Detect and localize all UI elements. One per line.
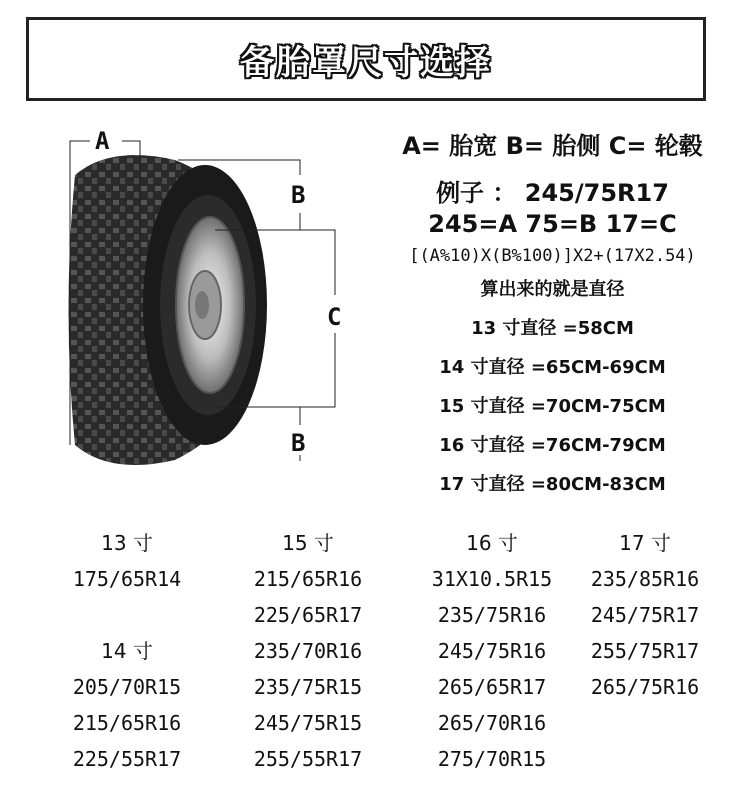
size-item-empty — [32, 597, 222, 633]
size-item: 265/65R17 — [437, 675, 547, 699]
page-title: 备胎罩尺寸选择 — [240, 42, 492, 83]
size-item: 215/65R16 — [253, 567, 363, 591]
diameter-16: 16 寸直径 =76CM-79CM — [439, 435, 666, 456]
diameter-13: 13 寸直径 =58CM — [471, 318, 634, 339]
diameter-17: 17 寸直径 =80CM-83CM — [439, 474, 666, 495]
size-item: 255/55R17 — [253, 747, 363, 771]
size-item: 235/70R16 — [253, 639, 363, 663]
size-item: 275/70R15 — [437, 747, 547, 771]
size-item: 265/75R16 — [590, 675, 700, 699]
formula-text: [(A%10)X(B%100)]X2+(17X2.54) — [409, 246, 696, 266]
title-box — [26, 17, 706, 101]
diameter-15: 15 寸直径 =70CM-75CM — [439, 396, 666, 417]
size-item: 31X10.5R15 — [431, 567, 553, 591]
size-item: 235/85R16 — [590, 567, 700, 591]
size-header: 14 寸 — [101, 639, 153, 663]
size-item: 235/75R15 — [253, 675, 363, 699]
size-header: 17 寸 — [619, 531, 671, 555]
label-a: A — [95, 127, 110, 155]
formula-panel — [355, 120, 750, 496]
size-column-15 — [213, 525, 403, 777]
diameter-14: 14 寸直径 =65CM-69CM — [439, 357, 666, 378]
wheel-rim — [176, 217, 244, 393]
tire-diagram — [0, 115, 350, 500]
size-item: 245/75R15 — [253, 711, 363, 735]
size-item: 265/70R16 — [437, 711, 547, 735]
size-item: 245/75R17 — [590, 603, 700, 627]
size-column-13-14 — [32, 525, 222, 777]
size-item: 255/75R17 — [590, 639, 700, 663]
size-item: 245/75R16 — [437, 639, 547, 663]
legend-text: A= 胎宽 B= 胎侧 C= 轮毂 — [402, 132, 703, 160]
size-header: 16 寸 — [466, 531, 518, 555]
size-item: 175/65R14 — [72, 567, 182, 591]
size-header: 13 寸 — [101, 531, 153, 555]
size-item: 235/75R16 — [437, 603, 547, 627]
label-b-top: B — [291, 181, 306, 209]
size-item: 205/70R15 — [72, 675, 182, 699]
label-c: C — [327, 303, 342, 331]
size-header: 15 寸 — [282, 531, 334, 555]
calc-note: 算出来的就是直径 — [480, 279, 625, 300]
size-column-17 — [550, 525, 740, 705]
mapping-text: 245=A 75=B 17=C — [428, 210, 677, 238]
size-item: 225/65R17 — [253, 603, 363, 627]
size-item: 225/55R17 — [72, 747, 182, 771]
example-text: 例子 ： 245/75R17 — [436, 179, 669, 207]
label-b-bottom: B — [291, 429, 306, 457]
size-table — [0, 525, 750, 785]
size-item: 215/65R16 — [72, 711, 182, 735]
